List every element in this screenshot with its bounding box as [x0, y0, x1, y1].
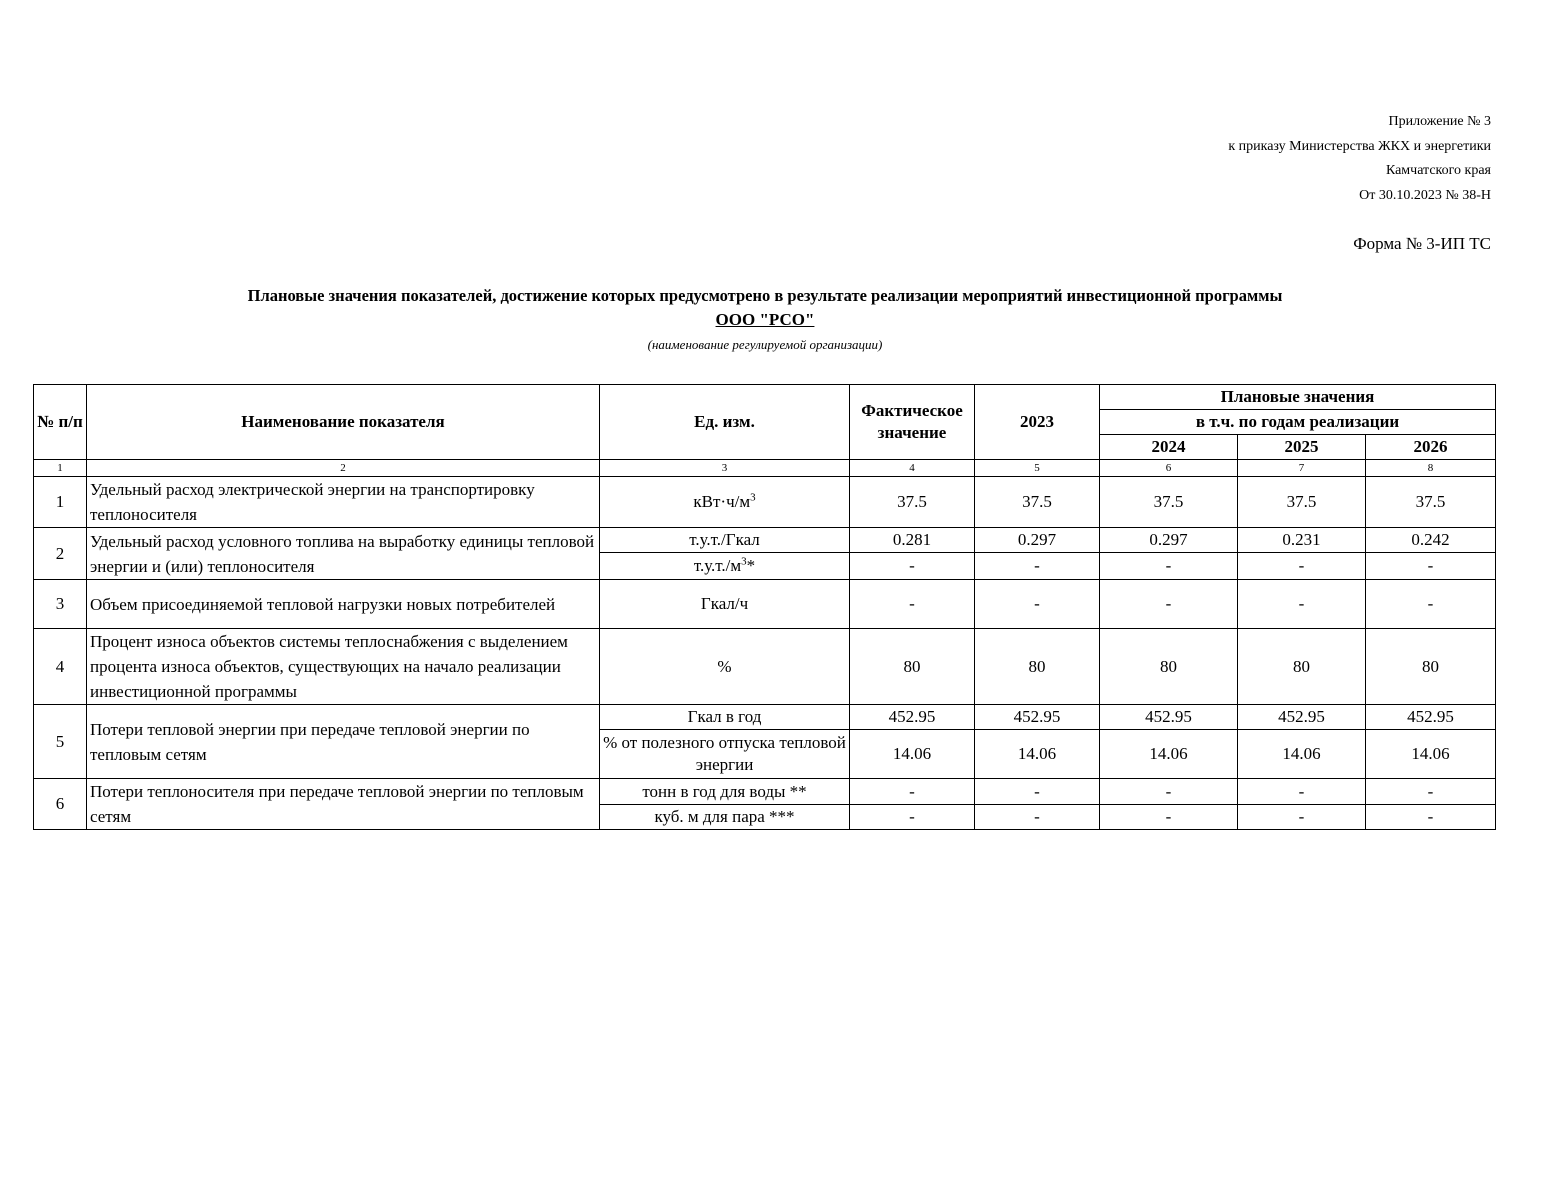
annex-block — [1228, 110, 1491, 208]
document-title: Плановые значения показателей, достижение которых предусмотрено в результате реализации мероприятий инвестиционной программы — [247, 286, 1283, 305]
unit-superscript: 3 — [750, 491, 756, 504]
value-cell: 80 — [1100, 629, 1238, 705]
unit-text: т.у.т./Гкал — [689, 530, 760, 549]
table-row — [34, 477, 1496, 528]
header-actual: Фактическое значение — [850, 385, 975, 460]
table-row — [34, 629, 1496, 705]
unit-cell — [600, 779, 850, 805]
value-cell: - — [1238, 553, 1366, 580]
value-cell: - — [1366, 805, 1496, 830]
value-cell: 80 — [1238, 629, 1366, 705]
header-2024: 2024 — [1100, 435, 1238, 460]
value-cell: 452.95 — [1366, 705, 1496, 730]
indicator-name: Потери тепловой энергии при передаче тепловой энергии по тепловым сетям — [87, 705, 600, 779]
row-number: 2 — [34, 528, 87, 580]
value-cell: 452.95 — [1100, 705, 1238, 730]
value-cell: - — [975, 779, 1100, 805]
unit-cell — [600, 553, 850, 580]
value-cell: 14.06 — [1366, 730, 1496, 779]
column-number-row — [34, 460, 1496, 477]
annex-line-3: Камчатского края — [1385, 163, 1491, 178]
value-cell: - — [1238, 779, 1366, 805]
unit-text: кВт·ч/м — [693, 492, 751, 511]
value-cell: 452.95 — [1238, 705, 1366, 730]
value-cell: - — [975, 553, 1100, 580]
indicator-name: Удельный расход электрической энергии на транспортировку теплоносителя — [87, 477, 600, 528]
table-row — [34, 580, 1496, 629]
value-cell: 0.281 — [850, 528, 975, 553]
row-number: 6 — [34, 779, 87, 830]
header-planned: Плановые значения — [1100, 385, 1496, 410]
value-cell: 0.231 — [1238, 528, 1366, 553]
organization-note: (наименование регулируемой организации) — [647, 337, 883, 352]
value-cell: - — [975, 805, 1100, 830]
value-cell: 14.06 — [1100, 730, 1238, 779]
indicator-name: Объем присоединяемой тепловой нагрузки новых потребителей — [87, 580, 600, 629]
unit-text: % от полезного отпуска тепловой энергии — [603, 733, 846, 774]
unit-cell — [600, 580, 850, 629]
column-number: 1 — [34, 460, 87, 477]
unit-cell — [600, 730, 850, 779]
unit-cell — [600, 805, 850, 830]
indicator-name: Удельный расход условного топлива на выработку единицы тепловой энергии и (или) теплоносителя — [87, 528, 600, 580]
organization-name-text: ООО "РСО" — [715, 310, 815, 329]
value-cell: 37.5 — [975, 477, 1100, 528]
indicator-name: Процент износа объектов системы теплоснабжения с выделением процента износа объектов, существующих на начало реализации инвестиционной программы — [87, 629, 600, 705]
value-cell: 14.06 — [850, 730, 975, 779]
row-number: 1 — [34, 477, 87, 528]
unit-text: куб. м для пара *** — [654, 807, 795, 826]
value-cell: 80 — [850, 629, 975, 705]
unit-superscript: 3 — [741, 555, 747, 568]
value-cell: - — [1100, 805, 1238, 830]
value-cell: - — [1366, 553, 1496, 580]
table-row — [34, 528, 1496, 553]
unit-cell — [600, 477, 850, 528]
value-cell: 14.06 — [975, 730, 1100, 779]
column-number: 4 — [850, 460, 975, 477]
annex-line-2: к приказу Министерства ЖКХ и энергетики — [1228, 138, 1491, 154]
value-cell: 80 — [975, 629, 1100, 705]
row-number: 5 — [34, 705, 87, 779]
value-cell: 14.06 — [1238, 730, 1366, 779]
unit-text: Гкал/ч — [700, 594, 749, 613]
table-body — [34, 460, 1496, 830]
value-cell: 37.5 — [1238, 477, 1366, 528]
value-cell: - — [1100, 779, 1238, 805]
organization-name — [0, 310, 1530, 330]
value-cell: 0.242 — [1366, 528, 1496, 553]
value-cell: - — [850, 805, 975, 830]
value-cell: - — [1100, 580, 1238, 629]
column-number: 2 — [87, 460, 600, 477]
column-number: 7 — [1238, 460, 1366, 477]
value-cell: - — [975, 580, 1100, 629]
value-cell: 452.95 — [850, 705, 975, 730]
header-2026: 2026 — [1366, 435, 1496, 460]
annex-line-1: Приложение № 3 — [1388, 114, 1491, 129]
value-cell: 37.5 — [850, 477, 975, 528]
unit-text: т.у.т./м — [693, 556, 742, 575]
value-cell: 0.297 — [975, 528, 1100, 553]
value-cell: 452.95 — [975, 705, 1100, 730]
column-number: 5 — [975, 460, 1100, 477]
value-cell: 37.5 — [1100, 477, 1238, 528]
unit-suffix: * — [746, 556, 756, 575]
unit-cell — [600, 629, 850, 705]
unit-cell — [600, 705, 850, 730]
column-number: 6 — [1100, 460, 1238, 477]
column-number: 3 — [600, 460, 850, 477]
column-number: 8 — [1366, 460, 1496, 477]
header-2025: 2025 — [1238, 435, 1366, 460]
table-row — [34, 779, 1496, 805]
indicators-table — [33, 384, 1496, 830]
unit-text: тонн в год для воды ** — [642, 781, 807, 801]
value-cell: - — [850, 779, 975, 805]
value-cell: - — [1238, 580, 1366, 629]
value-cell: 80 — [1366, 629, 1496, 705]
unit-text: Гкал в год — [687, 707, 762, 726]
header-by-years: в т.ч. по годам реализации — [1100, 410, 1496, 435]
row-number: 3 — [34, 580, 87, 629]
header-number: № п/п — [34, 385, 87, 460]
value-cell: - — [850, 553, 975, 580]
header-unit: Ед. изм. — [600, 385, 850, 460]
form-number: Форма № 3-ИП ТС — [1353, 234, 1491, 253]
value-cell: - — [850, 580, 975, 629]
annex-line-4: От 30.10.2023 № 38-Н — [1359, 187, 1491, 203]
value-cell: 0.297 — [1100, 528, 1238, 553]
indicator-name: Потери теплоносителя при передаче тепловой энергии по тепловым сетям — [87, 779, 600, 830]
value-cell: - — [1366, 580, 1496, 629]
table-row — [34, 705, 1496, 730]
value-cell: - — [1238, 805, 1366, 830]
header-name: Наименование показателя — [87, 385, 600, 460]
value-cell: - — [1100, 553, 1238, 580]
value-cell: - — [1366, 779, 1496, 805]
row-number: 4 — [34, 629, 87, 705]
value-cell: 37.5 — [1366, 477, 1496, 528]
unit-cell — [600, 528, 850, 553]
unit-text: % — [717, 656, 732, 676]
header-2023: 2023 — [975, 385, 1100, 460]
